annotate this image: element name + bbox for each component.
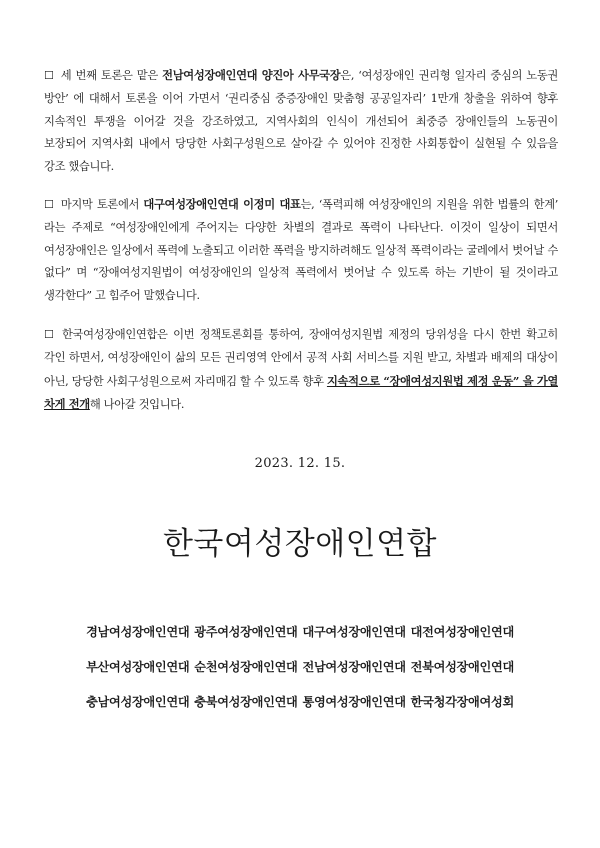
paragraph-text: 해 나아갈 것입니다. [89,398,185,412]
paragraph-conclusion [44,324,558,417]
speaker-name: 전남여성장애인연대 양진아 사무국장 [162,68,341,82]
member-organizations-row: 부산여성장애인연대 순천여성장애인연대 전남여성장애인연대 전북여성장애인연대 [86,660,514,674]
checkbox-bullet-icon: ☐ [44,328,54,341]
paragraph-text: 마지막 토론에서 [60,198,144,211]
organization-name: 한국여성장애인연합 [162,526,437,562]
paragraph-third-discussion [44,64,558,179]
speaker-name: 대구여성장애인연대 이정미 대표 [143,197,301,211]
member-organizations-row: 충남여성장애인연대 충북여성장애인연대 통영여성장애인연대 한국청각장애여성회 [86,695,514,709]
checkbox-bullet-icon: ☐ [44,198,54,211]
paragraph-text: 는, ‘폭력피해 여성장애인의 지원을 위한 법률의 한계’ 라는 주제로 “여성장애인에게 주어지는 다양한 차별의 결과로 폭력이 나타난다. 이것이 일상이 되면서 여성장애인은 일상에서 폭력에 노출되고 이러한 폭력을 방지하려해도 일상적 폭력이라는 굴레에서 벗어날 수 없다” 며 “장애여성지원법이 여성장애인의 일상적 폭력에서 벗어날 수 있도록 하는 기반이 될 것이라고 생각한다” 고 힘주어 말했습니다. [44,198,558,303]
paragraph-text: 은, ‘여성장애인 권리형 일자리 중심의 노동권 방안’ 에 대해서 토론을 이어 가면서 ‘권리중심 중증장애인 맞춤형 공공일자리’ 1만개 창출을 위하여 향후 지속적인 투쟁을 이어갈 것을 강조하였고, 지역사회의 인식이 개선되어 최중증 장애인들의 노동권이 보장되어 지역사회 내에서 당당한 사회구성원으로 살아갈 수 있어야 진정한 사회통합이 실현될 수 있음을 강조 했습니다. [44,69,558,174]
paragraph-text: 세 번째 토론은 맡은 [60,69,163,82]
document-date: 2023. 12. 15. [254,456,346,471]
checkbox-bullet-icon: ☐ [44,69,54,82]
emphasis-text: 지속적으로 “장애여성지원법 제정 운동” 을 가열 차게 전개 [44,373,558,412]
member-organizations-row: 경남여성장애인연대 광주여성장애인연대 대구여성장애인연대 대전여성장애인연대 [86,625,514,639]
paragraph-text: 한국여성장애인연합은 이번 정책토론회를 통하여, 장애여성지원법 제정의 당위성을 다시 한번 확고히 각인 하면서, 여성장애인이 삶의 모든 권리영역 안에서 공적 사회 서비스를 지원 받고, 차별과 배제의 대상이 아닌, 당당한 사회구성원으로써 자리매김 할 수 있도록 향후 [44,328,558,388]
paragraph-last-discussion [44,193,558,308]
